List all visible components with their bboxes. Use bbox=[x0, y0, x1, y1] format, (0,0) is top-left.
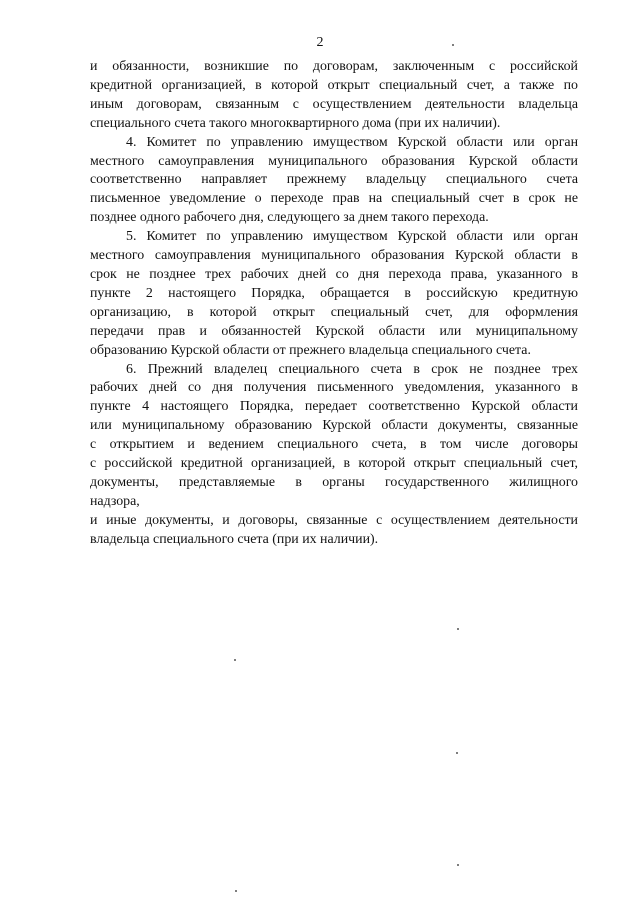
text-line: 4. Комитет по управлению имуществом Курской области или орган bbox=[126, 134, 578, 150]
scan-speck bbox=[457, 628, 459, 630]
text-line: или муниципальному образованию Курской области документы, связанные bbox=[90, 418, 578, 434]
text-line: 6. Прежний владелец специального счета в срок не позднее трех bbox=[126, 361, 578, 377]
text-line: иным договорам, связанным с осуществлением деятельности владельца bbox=[90, 96, 578, 112]
text-line: пункте 2 настоящего Порядка, обращается в российскую кредитную bbox=[90, 285, 578, 301]
text-line: соответственно направляет прежнему владельцу специального счета bbox=[90, 172, 578, 188]
text-line: с российской кредитной организацией, в которой открыт специальный счет, bbox=[90, 456, 578, 472]
text-line: пункте 4 настоящего Порядка, передает соответственно Курской области bbox=[90, 399, 578, 415]
page-number: 2 bbox=[316, 35, 324, 50]
text-line: и обязанности, возникшие по договорам, заключенным с российской bbox=[90, 59, 578, 74]
document-body bbox=[90, 58, 578, 550]
paragraph-item-6 bbox=[90, 361, 578, 512]
paragraph-item-5 bbox=[90, 228, 578, 360]
scan-speck bbox=[234, 659, 236, 661]
scan-speck bbox=[235, 890, 237, 892]
text-line: позднее одного рабочего дня, следующего за днем такого перехода. bbox=[90, 210, 489, 226]
text-line: специального счета такого многоквартирного дома (при их наличии). bbox=[90, 115, 501, 131]
text-line: документы, представляемые в органы государственного жилищного bbox=[90, 474, 578, 490]
text-line: рабочих дней со дня получения письменного уведомления, указанного в bbox=[90, 380, 578, 396]
scan-speck bbox=[457, 864, 459, 866]
text-line: 5. Комитет по управлению имуществом Курской области или орган bbox=[126, 229, 578, 245]
text-line: образованию Курской области от прежнего владельца специального счета. bbox=[90, 342, 531, 358]
text-line: кредитной организацией, в которой открыт специальный счет, а также по bbox=[90, 77, 578, 93]
text-line: надзора, bbox=[90, 493, 140, 509]
text-line: с открытием и ведением специального счета, в том числе договоры bbox=[90, 437, 578, 453]
text-line: передачи прав и обязанностей Курской области или муниципальному bbox=[90, 323, 578, 339]
paragraph-continuation-end bbox=[90, 512, 578, 550]
text-line: местного самоуправления муниципального образования Курской области bbox=[90, 153, 578, 169]
text-line: владельца специального счета (при их наличии). bbox=[90, 531, 379, 547]
text-line: и иные документы, и договоры, связанные с осуществлением деятельности bbox=[90, 512, 578, 528]
text-line: срок не позднее трех рабочих дней со дня перехода права, указанного в bbox=[90, 266, 578, 282]
text-line: письменное уведомление о переходе прав на специальный счет в срок не bbox=[90, 191, 578, 207]
paragraph-item-4 bbox=[90, 134, 578, 229]
text-line: организацию, в которой открыт специальный счет, для оформления bbox=[90, 304, 578, 320]
text-line: местного самоуправления муниципального образования Курской области в bbox=[90, 248, 578, 264]
scan-speck bbox=[452, 44, 454, 46]
scan-speck bbox=[456, 752, 458, 754]
paragraph-continuation bbox=[90, 58, 578, 134]
